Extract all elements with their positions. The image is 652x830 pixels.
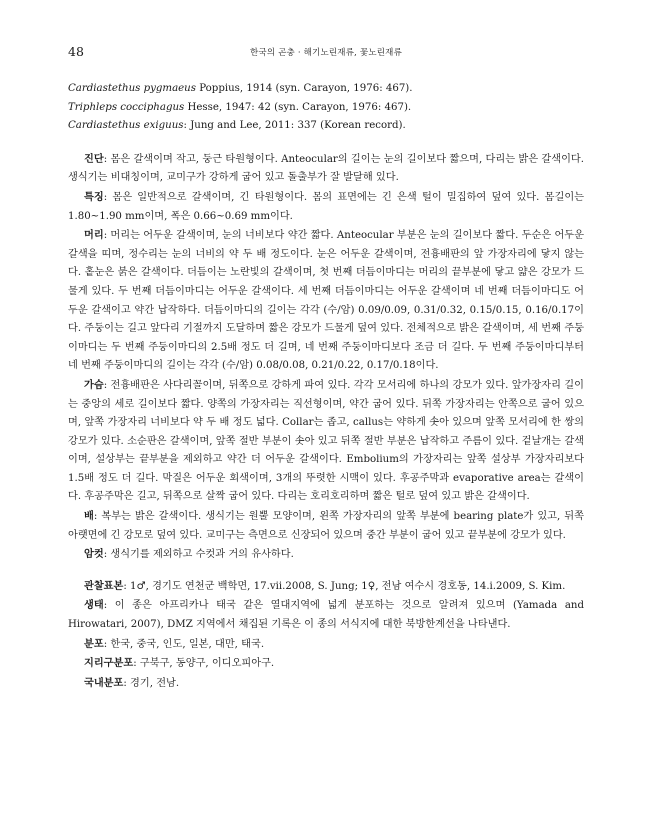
section-label: 배 — [84, 510, 94, 523]
synonym-line — [68, 80, 584, 99]
record-text: : 1♂, 경기도 연천군 백학면, 17.vii.2008, S. Jung; 1♀, 전남 여수시 경호동, 14.i.2009, S. Kim. — [123, 580, 566, 592]
record-distribution — [68, 635, 584, 655]
section-text: : 생식기를 제외하고 수컷과 거의 유사하다. — [103, 549, 294, 561]
spacer — [68, 136, 584, 150]
species-name: Cardiastethus pygmaeus — [68, 83, 196, 94]
section-label: 가슴 — [84, 378, 104, 391]
body-text — [68, 80, 584, 693]
record-domestic-distribution — [68, 674, 584, 694]
section-text: : 머리는 어두운 갈색이며, 눈의 너비보다 약간 짧다. Anteocular 부분은 눈의 길이보다 짧다. 두순은 어두운 갈색을 띠며, 정수리는 눈의 너비의 약 두 배 정도이다. 눈은 어두운 갈색이며, 전흉배판의 앞 가장자리에 닿지 않는다. 홑눈은 붉은 갈색이다. 더듬이는 노란빛의 갈색이며, 첫 번째 더듬이마디는 머리의 끝부분에 닿고 얇은 강모가 드물게 있다. 두 번째 더듬이마디는 어두운 갈색이다. 세 번째 더듬이마디는 어두운 갈색이며 네 번째 더듬이마디도 어두운 갈색이고 약간 납작하다. 더듬이마디의 길이는 각각 (수/암) 0.09/0.09, 0.31/0.32, 0.15/0.15, 0.16/0.17이다. 주둥이는 길고 앞다리 기절까지 도달하며 짧은 강모가 드물게 덮여 있다. 전체적으로 밝은 갈색이며, 세 번째 주둥이마디는 두 번째 주둥이마디의 2.5배 정도 더 길며, 네 번째 주둥이마디보다 조금 더 길다. 두 번째 주둥이마디부터 네 번째 주둥이마디의 길이는 각각 (수/암) 0.08/0.08, 0.21/0.22, 0.17/0.18이다. — [68, 230, 584, 372]
record-label: 국내분포 — [84, 676, 124, 689]
record-zoogeography — [68, 654, 584, 674]
record-label: 관찰표본 — [84, 579, 124, 592]
section-label: 암컷 — [84, 548, 104, 561]
citation: Hesse, 1947: 42 (syn. Carayon, 1976: 467). — [184, 101, 412, 113]
record-text: : 이 종은 아프리카나 태국 같은 열대지역에 넓게 분포하는 것으로 알려져 있으며 (Yamada and Hirowatari, 2007), DMZ 지역에서 채집된 기록은 이 종의 서식지에 대한 북방한계선을 나타낸다. — [68, 600, 584, 631]
section-head — [68, 226, 584, 376]
spacer — [68, 565, 584, 577]
section-thorax — [68, 376, 584, 507]
section-diagnosis — [68, 150, 584, 188]
record-specimens — [68, 577, 584, 597]
record-text: : 한국, 중국, 인도, 일본, 대만, 태국. — [103, 638, 265, 650]
record-label: 생태 — [84, 599, 104, 612]
citation: Poppius, 1914 (syn. Carayon, 1976: 467). — [195, 83, 413, 94]
page-number: 48 — [68, 44, 84, 59]
citation: : Jung and Lee, 2011: 337 (Korean record). — [183, 120, 406, 132]
section-text: : 전흉배판은 사다리꼴이며, 뒤쪽으로 강하게 파여 있다. 각각 모서리에 하나의 강모가 있다. 앞가장자리 길이는 중앙의 세로 길이보다 짧다. 양쪽의 가장자리는 직선형이며, 약간 굽어 있다. 뒤쪽 가장자리는 안쪽으로 굽어 있으며, 앞쪽 가장자리 너비보다 약 두 배 정도 넓다. Collar는 좁고, callus는 약하게 솟아 있으며 앞쪽 모서리에 한 쌍의 강모가 있다. 소순판은 갈색이며, 앞쪽 절반 부분이 솟아 있고 뒤쪽 절반 부분은 납작하고 주름이 있다. 겉날개는 갈색이며, 설상부는 끝부분을 제외하고 약간 더 어두운 갈색이다. Embolium의 가장자리는 앞쪽 설상부 가장자리보다 1.5배 정도 더 길다. 막질은 어두운 회색이며, 3개의 뚜렷한 시맥이 있다. 후공주막과 evaporative area는 갈색이다. 후공주막은 길고, 뒤쪽으로 살짝 굽어 있다. 다리는 호리호리하며 짧은 털로 덮여 있고 밝은 갈색이다. — [68, 379, 584, 503]
record-text: : 경기, 전남. — [123, 677, 180, 689]
section-text: : 복부는 밝은 갈색이다. 생식기는 원뿔 모양이며, 왼쪽 가장자리의 앞쪽 부분에 bearing plate가 있고, 뒤쪽 아랫면에 긴 강모로 덮여 있다. 교미구는 측면으로 신장되어 있으며 중간 부분이 굽어 있고 끝부분에 강모가 있다. — [68, 511, 584, 541]
section-text: : 몸은 갈색이며 작고, 둥근 타원형이다. Anteocular의 길이는 눈의 길이보다 짧으며, 다리는 밝은 갈색이다. 생식기는 비대칭이며, 교미구가 강하게 굽어 있고 돌출부가 잘 발달해 있다. — [68, 153, 584, 184]
record-label: 분포 — [84, 637, 104, 650]
section-abdomen — [68, 507, 584, 545]
section-female — [68, 545, 584, 565]
section-features — [68, 188, 584, 226]
species-name: Cardiastethus exiguus — [68, 120, 184, 132]
section-label: 머리 — [84, 229, 104, 242]
section-text: : 몸은 일반적으로 갈색이며, 긴 타원형이다. 몸의 표면에는 긴 은색 털이 밀집하여 덮여 있다. 몸길이는 1.80~1.90 mm이며, 폭은 0.66~0.69 mm이다. — [68, 191, 584, 222]
synonym-line — [68, 99, 584, 118]
section-label: 특징 — [84, 190, 104, 203]
section-label: 진단 — [84, 152, 104, 165]
record-ecology — [68, 596, 584, 634]
record-text: : 구북구, 동양구, 이디오피아구. — [133, 658, 275, 670]
running-head: 한국의 곤충 · 해기노린재류, 꽃노린재류 — [250, 48, 402, 58]
species-name: Triphleps cocciphagus — [68, 101, 185, 113]
synonym-line — [68, 117, 584, 136]
record-label: 지리구분포 — [84, 657, 134, 670]
